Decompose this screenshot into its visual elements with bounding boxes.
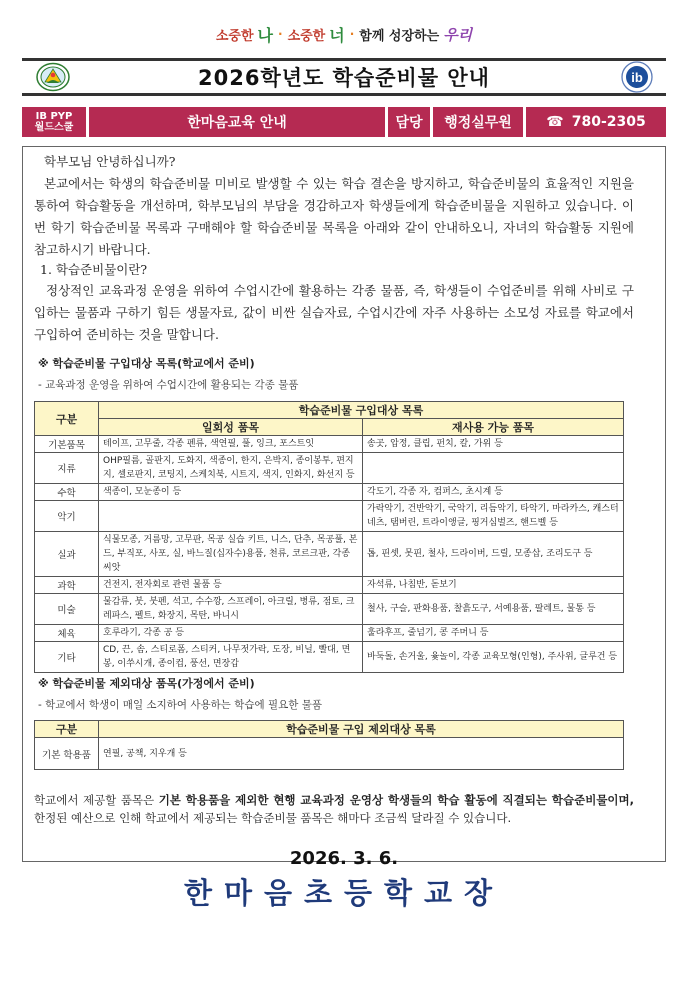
col-category: 구분 bbox=[35, 721, 99, 738]
education-guide-label: 한마음교육 안내 bbox=[89, 107, 385, 137]
ib-pyp-line2: 월드스쿨 bbox=[34, 122, 74, 133]
slogan-na: 나 bbox=[257, 25, 273, 45]
issue-date: 2026. 3. 6. bbox=[289, 848, 399, 869]
greeting: 학부모님 안녕하십니까? bbox=[44, 154, 176, 169]
principal-signature: 한마음초등학교장 bbox=[183, 876, 505, 910]
col-group: 학습준비물 구입대상 목록 bbox=[99, 402, 624, 419]
slogan-we: 우리 bbox=[443, 25, 473, 44]
row-reusable: 자석류, 나침반, 돋보기 bbox=[363, 577, 624, 594]
table-row bbox=[35, 738, 624, 770]
table-row bbox=[35, 436, 624, 453]
row-category: 기타 bbox=[35, 642, 99, 673]
slogan-dot-2: · bbox=[349, 27, 355, 41]
school-emblem-icon bbox=[36, 62, 70, 92]
ib-logo-icon bbox=[618, 61, 656, 93]
ib-logo-text: ib bbox=[631, 70, 643, 85]
row-disposable: OHP필름, 골판지, 도화지, 색종이, 한지, 은박지, 종이봉투, 편지지, 셀로판지, 코팅지, 스케치북, 시트지, 색지, 인화지, 화선지 등 bbox=[99, 453, 363, 484]
row-reusable: 훌라후프, 줄넘기, 콩 주머니 등 bbox=[363, 625, 624, 642]
table-row bbox=[35, 484, 624, 501]
closing-bold: 기본 학용품을 제외한 현행 교육과정 운영상 학생들의 학습 활동에 직결되는 학습준비물이며, bbox=[158, 793, 635, 807]
row-reusable: 가락악기, 건반악기, 국악기, 리듬악기, 타악기, 마라카스, 캐스터네츠, 탬버린, 트라이앵글, 핑거심벌즈, 핸드벨 등 bbox=[363, 501, 624, 532]
table-row bbox=[35, 642, 624, 673]
info-bar bbox=[22, 107, 666, 137]
page-title: 2026학년도 학습준비물 안내 bbox=[198, 66, 490, 90]
section1-body: 정상적인 교육과정 운영을 위하여 수업시간에 활용하는 각종 물품, 즉, 학생들이 수업준비를 위해 사비로 구입하는 물품과 구하기 힘든 생물자료, 값이 비싼 실습자료, 수업시간에 자주 사용하는 소모성 자료를 학교에서 구입하여 준비하는 것을 말합니다. bbox=[34, 283, 634, 342]
closing-part1: 학교에서 제공할 품목은 bbox=[34, 793, 155, 807]
row-disposable: 테이프, 고무줄, 각종 펜류, 색연필, 풀, 잉크, 포스트잇 bbox=[99, 436, 363, 453]
list1-subtitle: - 교육과정 운영을 위하여 수업시간에 활용되는 각종 물품 bbox=[38, 379, 299, 391]
ib-pyp-line1: IB PYP bbox=[35, 111, 73, 122]
table-row bbox=[35, 625, 624, 642]
row-disposable: CD, 끈, 솜, 스티로폼, 스티커, 나무젓가락, 도장, 비닐, 빨대, 면봉, 이쑤시개, 종이컵, 풍선, 면장갑 bbox=[99, 642, 363, 673]
list2-heading: ※ 학습준비물 제외대상 품목(가정에서 준비) bbox=[38, 677, 255, 690]
row-reusable bbox=[363, 453, 624, 484]
excluded-list-table bbox=[34, 720, 624, 770]
slogan-neo: 너 bbox=[329, 25, 345, 45]
phone-icon: ☎ bbox=[546, 114, 564, 130]
col-excluded-list: 학습준비물 구입 제외대상 목록 bbox=[99, 721, 624, 738]
row-items: 연필, 공책, 지우개 등 bbox=[99, 738, 624, 770]
row-disposable: 호루라기, 각종 공 등 bbox=[99, 625, 363, 642]
row-category: 실과 bbox=[35, 532, 99, 577]
row-reusable: 철사, 구슬, 판화용품, 찰흙도구, 서예용품, 팔레트, 물통 등 bbox=[363, 594, 624, 625]
phone-text: 780-2305 bbox=[571, 114, 646, 130]
row-disposable: 식물모종, 거름망, 고무판, 목공 실습 키트, 니스, 단추, 목공풀, 본드, 부직포, 사포, 실, 바느질(십자수)용품, 천류, 코르크판, 각종 씨앗 bbox=[99, 532, 363, 577]
slogan bbox=[0, 22, 688, 46]
col-category: 구분 bbox=[35, 402, 99, 436]
title-bar bbox=[22, 58, 666, 96]
intro-body: 본교에서는 학생의 학습준비물 미비로 발생할 수 있는 학습 결손을 방지하고, 학습준비물의 효율적인 지원을 통하여 학습활동을 개선하며, 학부모님의 부담을 경감하고자 학생들에게 학습준비물을 지원하고 있습니다. 이번 학기 학습준비물 목록과 구매해야 할 학습준비물 목록을 아래와 같이 안내하오니, 자녀의 학습활동 지원에 참고하시기 바랍니다. bbox=[34, 176, 634, 257]
col-disposable: 일회성 품목 bbox=[99, 419, 363, 436]
phone-number bbox=[526, 107, 666, 137]
ib-pyp-label bbox=[22, 107, 86, 137]
row-category: 수학 bbox=[35, 484, 99, 501]
row-category: 지류 bbox=[35, 453, 99, 484]
row-disposable: 물감류, 붓, 붓펜, 석고, 수수깡, 스프레이, 아크릴, 병류, 점토, 크레파스, 펠트, 화장지, 목탄, 바니시 bbox=[99, 594, 363, 625]
closing-part2: 한정된 예산으로 인해 학교에서 제공되는 학습준비물 품목은 해마다 조금씩 달라질 수 있습니다. bbox=[34, 811, 512, 825]
row-category: 과학 bbox=[35, 577, 99, 594]
row-category: 기본 학용품 bbox=[35, 738, 99, 770]
slogan-part2: 소중한 bbox=[287, 28, 326, 44]
table-row bbox=[35, 594, 624, 625]
slogan-dot: · bbox=[278, 27, 283, 41]
list2-subtitle: - 학교에서 학생이 매일 소지하여 사용하는 학습에 필요한 물품 bbox=[38, 699, 323, 711]
row-disposable bbox=[99, 501, 363, 532]
row-category: 미술 bbox=[35, 594, 99, 625]
row-reusable: 송곳, 압정, 클립, 펀치, 칼, 가위 등 bbox=[363, 436, 624, 453]
table-row bbox=[35, 532, 624, 577]
row-reusable: 각도기, 각종 자, 컴퍼스, 초시계 등 bbox=[363, 484, 624, 501]
slogan-part3: 함께 성장하는 bbox=[359, 28, 440, 44]
section1-heading: 1. 학습준비물이란? bbox=[40, 262, 148, 277]
table-row bbox=[35, 501, 624, 532]
slogan-part1: 소중한 bbox=[215, 28, 254, 44]
col-reusable: 재사용 가능 품목 bbox=[363, 419, 624, 436]
list1-heading: ※ 학습준비물 구입대상 목록(학교에서 준비) bbox=[38, 357, 255, 370]
closing-note bbox=[34, 791, 634, 827]
row-category: 악기 bbox=[35, 501, 99, 532]
charge-label: 담당 bbox=[388, 107, 430, 137]
table-header-row bbox=[35, 721, 624, 738]
table-row bbox=[35, 577, 624, 594]
table-header-row bbox=[35, 419, 624, 436]
row-disposable: 건전지, 전자회로 관련 물품 등 bbox=[99, 577, 363, 594]
office-staff-label: 행정실무원 bbox=[433, 107, 523, 137]
row-reusable: 바둑돌, 손거울, 윷놀이, 각종 교육모형(인형), 주사위, 글루건 등 bbox=[363, 642, 624, 673]
purchase-list-table bbox=[34, 401, 624, 673]
table-row bbox=[35, 453, 624, 484]
row-category: 체육 bbox=[35, 625, 99, 642]
row-disposable: 색종이, 모눈종이 등 bbox=[99, 484, 363, 501]
table-header-row bbox=[35, 402, 624, 419]
row-reusable: 톱, 핀셋, 못핀, 철사, 드라이버, 드릴, 모종삽, 조리도구 등 bbox=[363, 532, 624, 577]
row-category: 기본품목 bbox=[35, 436, 99, 453]
